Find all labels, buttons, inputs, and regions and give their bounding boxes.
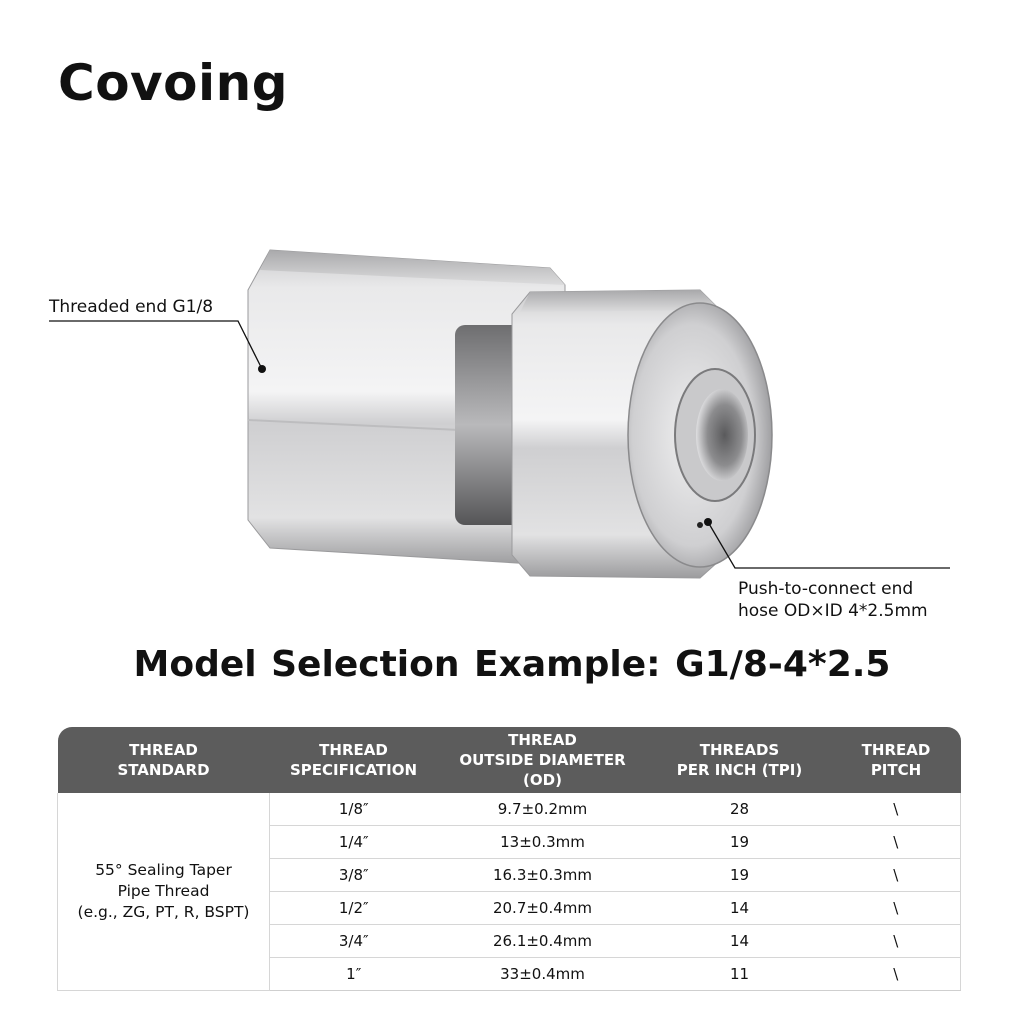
spec-cell: 1/2″ — [270, 892, 438, 925]
header-text: THREAD — [861, 741, 931, 759]
spec-cell: 3/8″ — [270, 859, 438, 892]
header-text: STANDARD — [117, 761, 210, 779]
spec-cell: 1/8″ — [270, 793, 438, 826]
standard-text: 55° Sealing Taper — [95, 861, 232, 879]
header-thread-standard — [58, 727, 270, 793]
fitting-product-image — [230, 230, 790, 610]
tpi-cell: 14 — [648, 892, 832, 925]
header-thread-specification — [270, 727, 438, 793]
header-text: SPECIFICATION — [289, 761, 418, 779]
table-header-row — [58, 727, 961, 793]
header-text: THREAD — [129, 741, 198, 759]
od-cell: 16.3±0.3mm — [438, 859, 648, 892]
push-end-line-1: Push-to-connect end — [738, 579, 914, 599]
spec-cell: 3/4″ — [270, 925, 438, 958]
thread-standard-cell — [58, 793, 270, 991]
header-text: PER INCH (TPI) — [676, 761, 803, 779]
pitch-cell: \ — [832, 892, 961, 925]
tpi-cell: 11 — [648, 958, 832, 991]
pitch-cell: \ — [832, 925, 961, 958]
header-text: PITCH — [870, 761, 922, 779]
header-text: THREADS — [699, 741, 780, 759]
push-end-line-2: hose OD×ID 4*2.5mm — [738, 601, 928, 621]
pitch-cell: \ — [832, 793, 961, 826]
header-thread-pitch — [832, 727, 961, 793]
pitch-cell: \ — [832, 958, 961, 991]
pitch-cell: \ — [832, 859, 961, 892]
tpi-cell: 19 — [648, 826, 832, 859]
brand-logo-text: Covoing — [58, 54, 289, 112]
tpi-cell: 14 — [648, 925, 832, 958]
header-threads-per-inch — [648, 727, 832, 793]
table-row — [58, 793, 961, 826]
tpi-cell: 19 — [648, 859, 832, 892]
thread-spec-table — [57, 727, 961, 991]
od-cell: 20.7±0.4mm — [438, 892, 648, 925]
standard-text: (e.g., ZG, PT, R, BSPT) — [77, 903, 250, 921]
push-to-connect-callout — [738, 578, 928, 622]
pitch-cell: \ — [832, 826, 961, 859]
threaded-end-callout: Threaded end G1/8 — [49, 297, 214, 317]
tpi-cell: 28 — [648, 793, 832, 826]
header-text: THREAD — [319, 741, 388, 759]
od-cell: 13±0.3mm — [438, 826, 648, 859]
standard-text: Pipe Thread — [117, 882, 210, 900]
header-text: OUTSIDE DIAMETER (OD) — [459, 751, 626, 789]
model-selection-title: Model Selection Example: G1/8-4*2.5 — [133, 644, 891, 685]
od-cell: 9.7±0.2mm — [438, 793, 648, 826]
od-cell: 33±0.4mm — [438, 958, 648, 991]
header-outside-diameter — [438, 727, 648, 793]
spec-cell: 1/4″ — [270, 826, 438, 859]
header-text: THREAD — [508, 731, 577, 749]
od-cell: 26.1±0.4mm — [438, 925, 648, 958]
spec-cell: 1″ — [270, 958, 438, 991]
